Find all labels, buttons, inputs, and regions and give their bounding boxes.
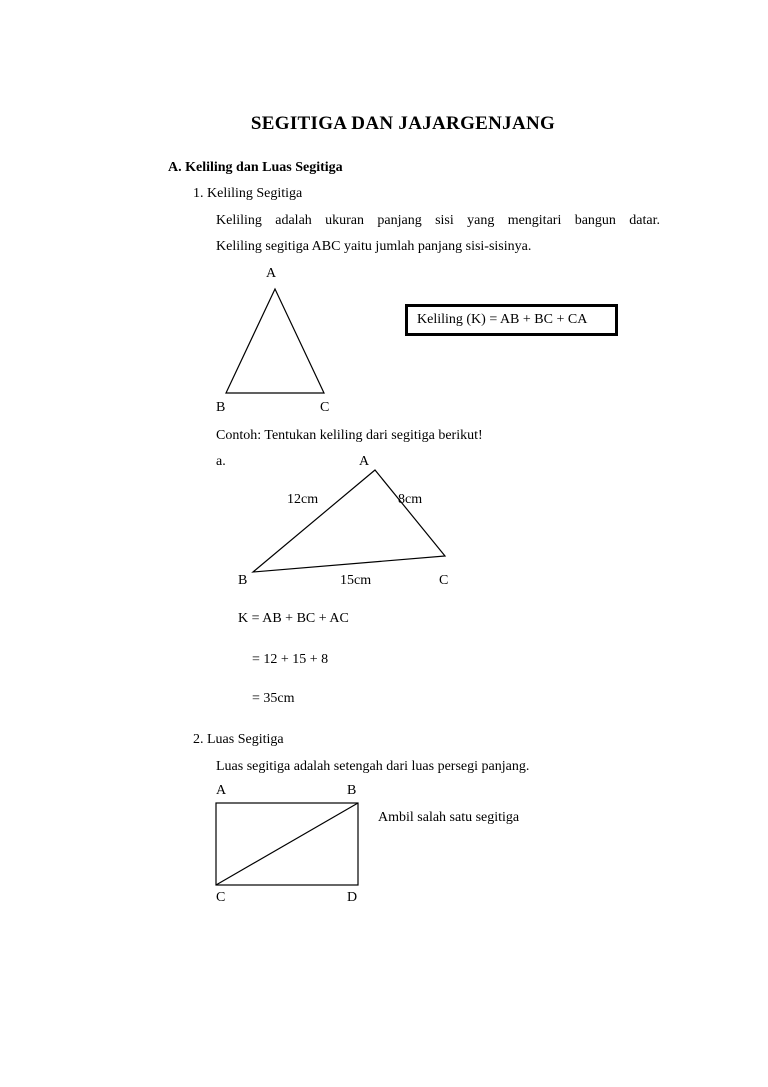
subsection-heading-keliling: 1. Keliling Segitiga: [193, 186, 303, 201]
example-vertex-b: B: [238, 573, 248, 588]
calc-step-2: = 12 + 15 + 8: [252, 652, 329, 667]
section-heading-a: A. Keliling dan Luas Segitiga: [168, 160, 343, 175]
triangle-vertex-b: B: [216, 400, 226, 415]
triangle-vertex-c: C: [320, 400, 330, 415]
rectangle-diagonal: [216, 803, 358, 885]
triangle-abc-shape: [226, 289, 324, 393]
rect-note: Ambil salah satu segitiga: [378, 810, 520, 825]
calc-step-1: K = AB + BC + AC: [238, 611, 349, 626]
rect-vertex-a: A: [216, 783, 227, 798]
example-side-ab: 12cm: [287, 492, 319, 507]
example-vertex-c: C: [439, 573, 449, 588]
rect-vertex-d: D: [347, 890, 358, 905]
example-label: a.: [216, 454, 226, 469]
example-triangle-shape: [253, 470, 445, 572]
triangle-vertex-a: A: [266, 266, 277, 281]
rect-vertex-b: B: [347, 783, 357, 798]
example-side-bc: 15cm: [340, 573, 372, 588]
keliling-description: Keliling segitiga ABC yaitu jumlah panjang sisi-sisinya.: [216, 239, 532, 254]
page-title: SEGITIGA DAN JAJARGENJANG: [250, 113, 556, 134]
calc-step-3: = 35cm: [252, 691, 295, 706]
example-intro: Contoh: Tentukan keliling dari segitiga berikut!: [216, 428, 483, 443]
keliling-definition: Keliling adalah ukuran panjang sisi yang mengitari bangun datar.: [216, 213, 660, 228]
example-vertex-a: A: [359, 454, 370, 469]
rect-vertex-c: C: [216, 890, 226, 905]
example-side-ac: 8cm: [398, 492, 423, 507]
subsection-heading-luas: 2. Luas Segitiga: [193, 732, 284, 747]
formula-keliling: Keliling (K) = AB + BC + CA: [417, 312, 588, 327]
luas-definition: Luas segitiga adalah setengah dari luas persegi panjang.: [216, 759, 530, 774]
